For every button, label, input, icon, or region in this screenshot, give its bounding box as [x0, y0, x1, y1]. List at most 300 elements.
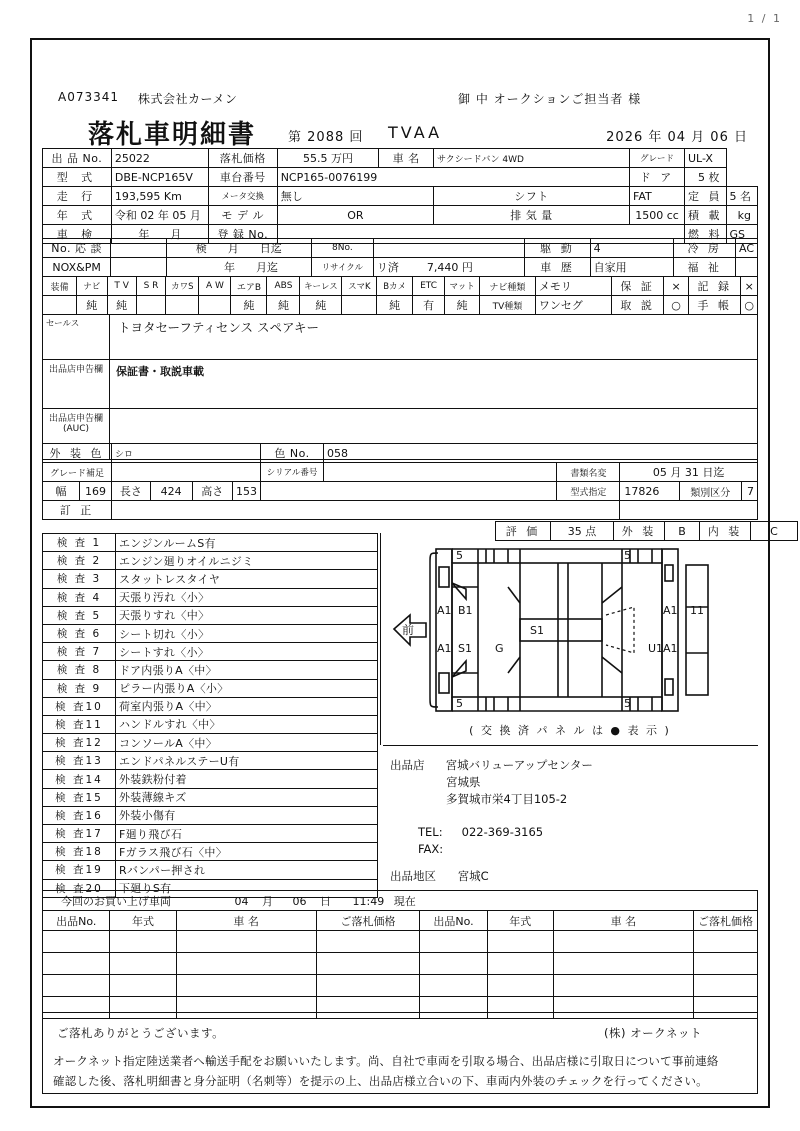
inspection-no: 検 査18 — [43, 843, 116, 861]
inspection-row — [43, 734, 378, 752]
purchase-header-row — [43, 911, 758, 931]
tv-type-value: ワンセグ — [535, 296, 611, 315]
equip-name-smartkey: スマK — [342, 277, 377, 296]
evaluation-row — [496, 522, 798, 541]
purchase-cell — [110, 975, 176, 997]
equip-name-backcamera: Bカメ — [377, 277, 412, 296]
purchase-cell — [43, 931, 110, 953]
diagram-mark: U1 — [648, 642, 664, 655]
seller-area-value: 宮城C — [457, 869, 489, 883]
purchase-data-row — [43, 975, 758, 997]
purchase-data-row — [43, 953, 758, 975]
correction-value — [112, 501, 620, 520]
record-value: × — [741, 277, 758, 296]
exterior-grade-value: B — [665, 522, 700, 541]
customer-company: 株式会社カーメン — [138, 92, 238, 106]
chassis-value: NCP165-0076199 — [277, 168, 629, 187]
serial-label: シリアル番号 — [261, 463, 324, 482]
notebook-label: 手 帳 — [689, 296, 741, 315]
inspection-no: 検 査19 — [43, 861, 116, 879]
equipment-values-row — [43, 296, 758, 315]
price-label: 落札価格 — [208, 149, 277, 168]
seller-shop-name: 宮城バリューアップセンター — [445, 758, 593, 772]
inspection-text: ピラー内張りA〈小〉 — [116, 679, 378, 697]
manual-label: 取 説 — [611, 296, 663, 315]
seller-prefecture: 宮城県 — [446, 775, 481, 789]
inspection-row — [43, 679, 378, 697]
model-value: OR — [277, 206, 433, 225]
auction-round — [288, 126, 363, 145]
welfare-value — [735, 258, 757, 277]
inspection-row — [43, 588, 378, 606]
lot-no-value: 25022 — [111, 149, 208, 168]
type-desig-value: 17826 — [620, 482, 679, 500]
diagram-mark: A1 — [437, 642, 452, 655]
seller-tel-value: 022-369-3165 — [461, 825, 544, 839]
seller-tel-line — [390, 824, 750, 841]
equip-name-abs: ABS — [267, 277, 300, 296]
type-desig-label: 型式指定 — [557, 482, 620, 501]
seller-shop-line — [390, 757, 750, 774]
addressed-to: 御 中 オークションご担当者 様 — [458, 92, 642, 106]
color-row — [43, 444, 758, 463]
color-dimension-table — [42, 443, 758, 520]
inspection-no: 検 査20 — [43, 879, 116, 897]
width-label: 幅 — [43, 482, 80, 500]
purchase-cell — [176, 931, 316, 953]
inspection-no: 検 査11 — [43, 715, 116, 733]
inspection-label: 車 検 — [43, 225, 112, 244]
diagram-mark: A1 — [663, 604, 678, 617]
inspection-text: エンドパネルステーU有 — [116, 752, 378, 770]
purchase-cell — [420, 931, 487, 953]
inspection-row — [43, 624, 378, 642]
warranty-value: × — [664, 277, 689, 296]
inspection-no: 検 査 3 — [43, 570, 116, 588]
inspection-row — [43, 715, 378, 733]
inspection-no: 検 査 1 — [43, 534, 116, 552]
inspection-no: 検 査10 — [43, 697, 116, 715]
seller-area-label: 出品地区 — [390, 869, 436, 883]
inspection-row — [43, 606, 378, 624]
purchase-time-suffix: 現在 — [393, 894, 416, 908]
inspection-row — [43, 770, 378, 788]
history-value: 自家用 — [590, 258, 674, 277]
purchase-title-bar — [42, 890, 758, 911]
equip-val-airbag: 純 — [231, 296, 267, 315]
mileage-value: 193,595 Km — [111, 187, 208, 206]
equip-name-sr: S R — [136, 277, 165, 296]
purchase-cell — [487, 953, 553, 975]
purchase-cell — [553, 931, 693, 953]
declaration-text: 保証書・取説車載 — [110, 360, 758, 409]
door-value: 5 枚 — [685, 168, 727, 187]
purchase-cell — [420, 975, 487, 997]
drive-label: 駆 動 — [525, 239, 590, 258]
purchase-col-price-1: ご落札価格 — [316, 911, 420, 931]
equip-name-tv: T V — [107, 277, 136, 296]
diagram-mark: 11 — [690, 604, 704, 617]
purchase-month-unit: 月 — [262, 894, 273, 908]
doc-change-value: 05 月 31 日迄 — [620, 463, 758, 482]
welfare-label: 福 祉 — [674, 258, 736, 277]
seller-address: 多賀城市栄4丁目105-2 — [446, 792, 568, 806]
purchase-cell — [110, 931, 176, 953]
equip-val-backcamera: 純 — [377, 296, 412, 315]
purchase-cell — [694, 931, 758, 953]
purchase-cell — [110, 953, 176, 975]
nox-year: 年 — [224, 261, 236, 274]
inspection-row — [43, 788, 378, 806]
purchase-col-name-1: 車 名 — [176, 911, 316, 931]
purchase-data-row — [43, 931, 758, 953]
dimension-blank — [261, 482, 557, 501]
inspection-text: シートすれ〈小〉 — [116, 643, 378, 661]
price-value: 55.5 万円 — [277, 149, 379, 168]
car-name-value: サクシードバン 4WD — [434, 149, 630, 168]
mileage-label: 走 行 — [43, 187, 112, 206]
round-number: 2088 — [307, 130, 345, 145]
serial-value — [324, 463, 557, 482]
round-suffix: 回 — [349, 130, 364, 145]
equip-val-smartkey — [342, 296, 377, 315]
front-direction-label: 前 — [402, 623, 415, 637]
inspection-no: 検 査 9 — [43, 679, 116, 697]
equipment-table — [42, 276, 758, 315]
inspection-no: 検 査13 — [43, 752, 116, 770]
purchase-title-row — [43, 891, 758, 911]
inspection-text: 外装小傷有 — [116, 806, 378, 824]
model-code-label: 型 式 — [43, 168, 112, 187]
purchase-day: 06 — [292, 894, 307, 908]
reg-no-label: 登 録 No. — [208, 225, 277, 244]
length-value: 424 — [150, 482, 192, 500]
meter-change-label: メータ交換 — [208, 187, 277, 206]
purchase-col-lot-1: 出品No. — [43, 911, 110, 931]
inspection-no: 検 査 2 — [43, 552, 116, 570]
diagram-mark: B1 — [458, 604, 473, 617]
grade-supp-label: グレード補足 — [43, 463, 112, 482]
evaluation-label: 評 価 — [496, 522, 551, 541]
inspection-row — [43, 843, 378, 861]
correction-row — [43, 501, 758, 520]
record-label: 記 録 — [689, 277, 741, 296]
inspection-text: 荷室内張りA〈中〉 — [116, 697, 378, 715]
diagram-mark: G — [495, 642, 504, 655]
eight-no-label: 8No. — [311, 239, 373, 258]
inspection-no: 検 査 4 — [43, 588, 116, 606]
inspection-text: 天張り汚れ〈小〉 — [116, 588, 378, 606]
ext-color-label: 外 装 色 — [43, 444, 112, 463]
inspection-no: 検 査 5 — [43, 606, 116, 624]
purchase-col-price-2: ご落札価格 — [694, 911, 758, 931]
recycle-fee: 7,440 円 — [426, 261, 473, 274]
diagram-mark: 5 — [624, 549, 631, 562]
seller-tel-label: TEL: — [418, 825, 443, 839]
correction-blank — [620, 501, 758, 520]
spec-row-lot — [43, 149, 758, 168]
diagram-mark: A1 — [663, 642, 678, 655]
fuel-value: GS — [726, 225, 758, 244]
interior-grade-value: C — [751, 522, 798, 541]
equip-val-keyless: 純 — [300, 296, 342, 315]
diagram-mark: 5 — [456, 697, 463, 710]
purchase-cell — [420, 953, 487, 975]
page-number: 1 / 1 — [747, 12, 782, 25]
nox-pm-label: NOX&PM — [43, 258, 111, 277]
length-label: 長さ — [112, 482, 150, 500]
diagram-mark: S1 — [458, 642, 472, 655]
displacement-label: 排 気 量 — [434, 206, 630, 225]
purchase-day-unit: 日 — [320, 894, 331, 908]
equip-val-tv: 純 — [107, 296, 136, 315]
equip-name-airbag: エアB — [231, 277, 267, 296]
recycle-status: リ済 — [376, 261, 399, 274]
equip-name-keyless: キーレス — [300, 277, 342, 296]
spec-row-year — [43, 206, 758, 225]
page-title: 落札車明細書 — [88, 120, 257, 150]
warranty-label: 保 証 — [611, 277, 663, 296]
equip-name-mat: マット — [445, 277, 480, 296]
purchase-cell — [176, 953, 316, 975]
seller-area-line — [390, 868, 750, 885]
purchase-cell — [316, 975, 420, 997]
inspection-text: Rバンパー押され — [116, 861, 378, 879]
auction-name: TVAA — [388, 123, 443, 142]
inspection-no: 検 査12 — [43, 734, 116, 752]
model-label: モ デ ル — [208, 206, 277, 225]
declaration-auc-label-main: 出品店申告欄 — [48, 414, 103, 424]
equip-val-navi: 純 — [77, 296, 108, 315]
year-label: 年 式 — [43, 206, 112, 225]
recycle-label: リサイクル — [311, 258, 373, 277]
ken-month: 月 — [227, 242, 239, 255]
purchase-cell — [487, 931, 553, 953]
equip-val-kawas — [166, 296, 199, 315]
purchase-table — [42, 910, 758, 1019]
purchase-col-year-2: 年式 — [487, 911, 553, 931]
diagram-mark: A1 — [437, 604, 452, 617]
purchase-col-name-2: 車 名 — [553, 911, 693, 931]
grade-supp-value — [112, 463, 261, 482]
purchase-month: 04 — [234, 894, 249, 908]
vehicle-spec-table-2 — [42, 238, 758, 277]
capacity-value: 5 名 — [726, 187, 758, 206]
equip-name-aw: A W — [199, 277, 231, 296]
customer-code: A073341 — [58, 90, 120, 104]
diagram-mark: 5 — [624, 697, 631, 710]
grade-supp-row — [43, 463, 758, 482]
document-date: 2026 年 04 月 06 日 — [606, 130, 748, 145]
equip-name-navi: ナビ — [77, 277, 108, 296]
eight-no-value — [373, 239, 524, 258]
ken-label: 検 — [195, 242, 207, 255]
inspection-no: 検 査 8 — [43, 661, 116, 679]
model-code-value: DBE-NCP165V — [111, 168, 208, 187]
tv-type-label: TV種類 — [479, 296, 535, 315]
inspection-list — [42, 533, 378, 898]
load-value: kg — [726, 206, 758, 225]
inspection-row — [43, 552, 378, 570]
manual-value: ○ — [664, 296, 689, 315]
ext-color-value: シロ — [112, 444, 261, 463]
diagram-svg — [390, 545, 750, 735]
declaration-auc-label-sub: (AUC) — [62, 424, 90, 434]
inspection-row — [43, 825, 378, 843]
footer-corp: (株) オークネット — [603, 1026, 702, 1040]
equip-val-etc: 有 — [412, 296, 444, 315]
purchase-cell — [176, 975, 316, 997]
equip-spacer — [43, 296, 77, 315]
seller-info — [390, 757, 750, 885]
diagram-mark: S1 — [530, 624, 544, 637]
round-label: 第 — [288, 130, 303, 145]
purchase-cell — [316, 953, 420, 975]
evaluation-table — [495, 521, 798, 541]
inspection-text: スタットレスタイヤ — [116, 570, 378, 588]
door-label: ド ア — [630, 168, 685, 187]
inspection-no: 検 査15 — [43, 788, 116, 806]
type-desig-cell — [620, 482, 758, 501]
spec-row-model-code — [43, 168, 758, 187]
vehicle-damage-diagram — [390, 545, 750, 735]
inspection-text: シート切れ〈小〉 — [116, 624, 378, 642]
inspection-no: 検 査16 — [43, 806, 116, 824]
purchase-title: 今回のお買い上げ車両 — [61, 894, 171, 908]
color-no-label: 色 No. — [261, 444, 324, 463]
inspection-text: エンジンルームS有 — [116, 534, 378, 552]
sales-row — [43, 315, 758, 360]
navi-type-label: ナビ種類 — [479, 277, 535, 296]
correction-label: 訂 正 — [43, 501, 112, 520]
footer-note — [53, 1051, 753, 1091]
negotiable-value — [111, 239, 166, 258]
dimension-cell — [43, 482, 112, 501]
ken-date — [166, 239, 311, 258]
footer-note-line1: オークネット指定陸送業者へ輸送手配をお願いいたします。尚、自社で車両を引取る場合、出品店様に引取日について事前連絡 — [53, 1054, 719, 1068]
inspection-text: ハンドルすれ〈中〉 — [116, 715, 378, 733]
seller-fax-line — [390, 841, 750, 858]
evaluation-score: 35 点 — [551, 522, 614, 541]
inspection-no: 検 査17 — [43, 825, 116, 843]
declaration-row — [43, 360, 758, 409]
aircon-label: 冷 房 — [674, 239, 736, 258]
height-label: 高さ — [192, 482, 232, 500]
diagram-divider — [383, 745, 758, 746]
grade-label: グレード — [630, 149, 685, 168]
aircon-value: AC — [735, 239, 757, 258]
purchase-cell — [694, 953, 758, 975]
chassis-label: 車台番号 — [208, 168, 277, 187]
equip-name-etc: ETC — [412, 277, 444, 296]
equip-name-kawas: カワS — [166, 277, 199, 296]
year-value: 令和 02 年 05 月 — [111, 206, 208, 225]
width-value: 169 — [85, 484, 106, 498]
purchase-cell — [43, 953, 110, 975]
lot-no-label: 出 品 No. — [43, 149, 112, 168]
purchase-col-year-1: 年式 — [110, 911, 176, 931]
height-value: 153 — [236, 484, 257, 498]
equip-val-mat: 純 — [445, 296, 480, 315]
equip-val-sr — [136, 296, 165, 315]
notebook-value: ○ — [741, 296, 758, 315]
document-header — [58, 90, 748, 152]
navi-type-value: メモリ — [535, 277, 611, 296]
panel-divider — [380, 533, 381, 745]
vehicle-spec-table — [42, 148, 758, 244]
inspection-row — [43, 534, 378, 552]
purchase-time: 11:49 — [352, 894, 385, 908]
inspection-row — [43, 643, 378, 661]
shift-value: FAT — [630, 187, 685, 206]
purchase-cell — [694, 975, 758, 997]
remarks-table — [42, 314, 758, 460]
sales-text: トヨタセーフティセンス スペアキー — [110, 315, 758, 360]
inspection-text: 外装薄線キズ — [116, 788, 378, 806]
purchase-cell — [43, 975, 110, 997]
inspection-text: Fガラス飛び石〈中〉 — [116, 843, 378, 861]
class-value: 7 — [747, 484, 754, 498]
nox-until: 月迄 — [256, 261, 279, 274]
spec-row-nox — [43, 258, 758, 277]
purchase-cell — [553, 953, 693, 975]
grade-value: UL-X — [685, 149, 727, 168]
footer-box — [42, 1012, 758, 1094]
seller-shop-label: 出品店 — [390, 758, 425, 772]
footer-note-line2: 確認した後、落札明細書と身分証明（名刺等）を提示の上、出品店様立合いの下、車両内外装のチェックを行ってください。 — [53, 1074, 708, 1088]
ken-until: 日迄 — [259, 242, 282, 255]
purchase-cell — [316, 931, 420, 953]
inspection-text: エンジン廻りオイルニジミ — [116, 552, 378, 570]
inspection-no: 検 査 7 — [43, 643, 116, 661]
equipment-label: 装備 — [43, 277, 77, 296]
inspection-text: 天張りすれ〈中〉 — [116, 606, 378, 624]
inspection-row — [43, 661, 378, 679]
recycle-cell — [373, 258, 524, 277]
inspection-text: 下廻りS有 — [116, 879, 378, 897]
nox-pm-value — [111, 258, 166, 277]
purchase-col-lot-2: 出品No. — [420, 911, 487, 931]
diagram-caption: ( 交 換 済 パ ネ ル は ● 表 示 ) — [469, 724, 671, 737]
purchase-cell — [553, 975, 693, 997]
fuel-label: 燃 料 — [685, 225, 727, 244]
nox-date — [166, 258, 311, 277]
doc-change-label: 書類名変 — [557, 463, 620, 482]
negotiable-label: No. 応 談 — [43, 239, 111, 258]
length-height-cell — [112, 482, 261, 501]
inspection-no: 検 査14 — [43, 770, 116, 788]
history-label: 車 歴 — [525, 258, 590, 277]
car-name-label: 車 名 — [379, 149, 434, 168]
interior-grade-label: 内 装 — [700, 522, 751, 541]
inspection-row — [43, 697, 378, 715]
inspection-row — [43, 806, 378, 824]
inspection-text: ドア内張りA〈中〉 — [116, 661, 378, 679]
inspection-row — [43, 861, 378, 879]
meter-change-value: 無し — [277, 187, 433, 206]
dimension-row — [43, 482, 758, 501]
seller-fax-label: FAX: — [418, 842, 444, 856]
displacement-value: 1500 cc — [630, 206, 685, 225]
equip-val-abs: 純 — [267, 296, 300, 315]
spec-row-mileage — [43, 187, 758, 206]
purchase-title-cell — [43, 891, 758, 911]
load-label: 積 載 — [685, 206, 727, 225]
equipment-names-row — [43, 277, 758, 296]
purchase-cell — [487, 975, 553, 997]
capacity-label: 定 員 — [685, 187, 727, 206]
inspection-row — [43, 570, 378, 588]
